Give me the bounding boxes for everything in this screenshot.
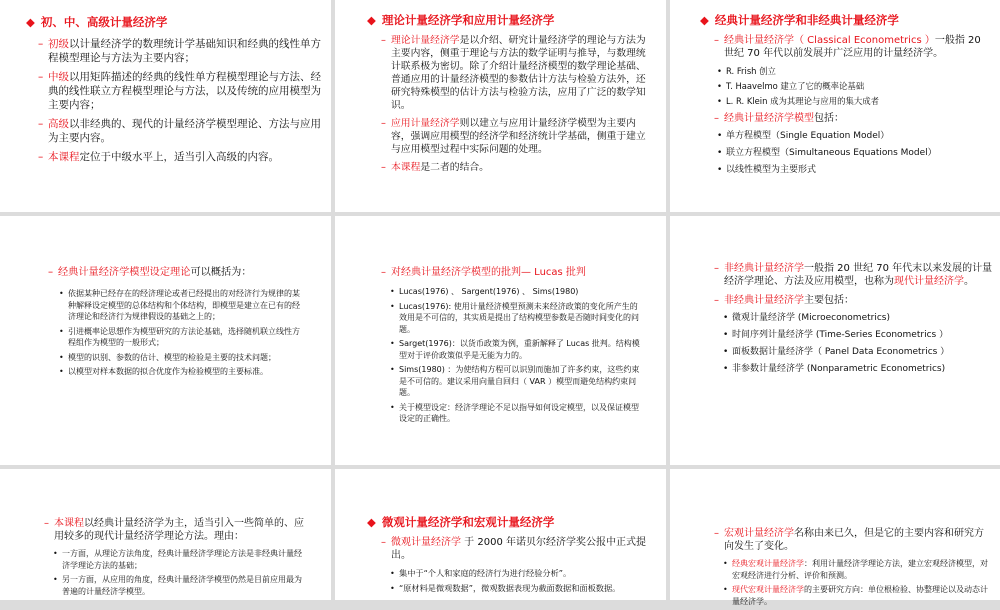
list-item: • R. Frish 创立 — [717, 66, 776, 76]
list-item: • 联立方程模型（Simultaneous Equations Model） — [717, 148, 937, 158]
slide-6-content — [714, 262, 994, 380]
list-item: • 一方面，从理论方法角度，经典计量经济学理论方法是非经典计量经济学理论方法的基础； — [53, 549, 302, 570]
slide-title-text: 理论计量经济学和应用计量经济学 — [381, 13, 555, 27]
list-item: – 中级以用矩阵描述的经典的线性单方程模型理论与方法、经典的线性联立方程模型理论与方法，以及传统的应用模型为主要内容； — [38, 71, 321, 111]
list-item: – 初级以计量经济学的数理统计学基础知识和经典的线性单方程模型理论与方法为主要内容； — [38, 38, 321, 64]
list-item: • Lucas(1976) 、 Sargent(1976) 、 Sims(1980) — [390, 287, 579, 296]
slide-1[interactable] — [0, 0, 331, 212]
list-item: • 另一方面，从应用的角度，经典计量经济学模型仍然是目前应用最为普遍的计量经济学模型。 — [53, 575, 302, 596]
slide-2-content — [367, 12, 651, 179]
slide-9-content — [714, 527, 992, 610]
list-item: • L. R. Klein 成为其理论与应用的集大成者 — [717, 96, 879, 106]
list-item: • 集中于“个人和家庭的经济行为进行经验分析”。 — [390, 568, 572, 578]
list-item: • 微观计量经济学 (Microeconometrics) — [723, 313, 890, 323]
list-item: • Sims(1980) ：为使结构方程可以识别而施加了许多约束，这些约束是不可信的。建议采用向量自回归（ VAR ）模型而避免结构约束问题。 — [390, 365, 640, 397]
slide-6[interactable] — [670, 216, 1000, 465]
list-item: – 经典计量经济学（ Classical Econometrics ）一般指 20 世纪 70 年代以前发展并广泛应用的计量经济学。 — [714, 35, 981, 59]
slide-2[interactable] — [335, 0, 666, 212]
list-item: • 关于模型设定：经济学理论不足以指导如何设定模型，以及保证模型设定的正确性。 — [390, 402, 639, 423]
list-item: • 现代宏观计量经济学的主要研究方向：单位根检验、协整理论以及动态计量经济学。 — [723, 585, 988, 606]
list-item: • 以线性模型为主要形式 — [717, 165, 817, 175]
list-item: • 非参数计量经济学 (Nonparametric Econometrics) — [723, 364, 946, 374]
slide-title — [367, 12, 651, 28]
list-item: – 非经典计量经济学一般指 20 世纪 70 年代末以来发展的计量经济学理论、方法及应用模型，也称为现代计量经济学。 — [714, 263, 993, 287]
list-item: – 应用计量经济学则以建立与应用计量经济学模型为主要内容，强调应用模型的经济学和经济统计学基础，侧重于建立与应用模型过程中实际问题的处理。 — [381, 118, 646, 155]
slide-title-text: 初、中、高级计量经济学 — [40, 15, 168, 29]
slide-1-content — [26, 14, 323, 169]
slide-9[interactable] — [670, 469, 1000, 606]
list-item: • Sarget(1976)：以货币政策为例，重新解释了 Lucas 批判。结构模型对于评价政策似乎是无能为力的。 — [390, 339, 640, 360]
slide-7-content — [44, 517, 306, 600]
slide-8-content — [367, 514, 651, 597]
list-item: • “原材料是微观数据”，微观数据表现为截面数据和面板数据。 — [390, 583, 621, 593]
list-item: – 对经典计量经济学模型的批判— Lucas 批判 — [381, 267, 586, 278]
list-item: • 以模型对样本数据的拟合优度作为检验模型的主要标准。 — [59, 367, 268, 376]
list-item: • 单方程模型（Single Equation Model） — [717, 131, 890, 141]
slide-8[interactable] — [335, 469, 666, 600]
list-item: – 非经典计量经济学主要包括： — [714, 295, 854, 306]
slide-7[interactable] — [0, 469, 331, 600]
list-item: • 时间序列计量经济学 (Time-Series Econometrics ） — [723, 330, 949, 340]
slide-5[interactable] — [335, 216, 666, 465]
slide-5-content — [381, 266, 643, 428]
slide-4[interactable] — [0, 216, 331, 465]
list-item: • 模型的识别、参数的估计、模型的检验是主要的技术问题； — [59, 352, 276, 362]
bullet-diamond-icon: ◆ — [26, 15, 35, 29]
slide-title-text: 微观计量经济学和宏观计量经济学 — [381, 515, 555, 529]
slide-3-content — [700, 12, 992, 181]
slide-title-text: 经典计量经济学和非经典计量经济学 — [714, 13, 899, 27]
list-item: – 宏观计量经济学名称由来已久，但是它的主要内容和研究方向发生了变化。 — [714, 528, 984, 552]
list-item: • 经典宏观计量经济学：利用计量经济学理论方法，建立宏观经济模型，对宏观经济进行分析、评价和预测。 — [723, 559, 988, 580]
list-item: – 本课程定位于中级水平上，适当引入高级的内容。 — [38, 151, 279, 163]
list-item: • T. Haavelmo 建立了它的概率论基础 — [717, 81, 865, 91]
list-item: – 本课程以经典计量经济学为主，适当引入一些简单的、应用较多的现代计量经济学理论方法。理由： — [44, 518, 304, 542]
list-item: • 面板数据计量经济学（ Panel Data Econometrics ） — [723, 347, 950, 357]
list-item: • 引进概率论思想作为模型研究的方法论基础，选择随机联立线性方程组作为模型的一般形式； — [59, 326, 300, 347]
slide-title — [700, 12, 992, 28]
list-item: – 微观计量经济学 于 2000 年诺贝尔经济学奖公报中正式提出。 — [381, 537, 646, 561]
list-item: • Lucas(1976): 使用计量经济模型预测未来经济政策的变化所产生的效用是不可信的，其实质是提出了结构模型参数是否随时间变化的问题。 — [390, 301, 639, 334]
bullet-diamond-icon: ◆ — [367, 515, 376, 529]
list-item: • 依据某种已经存在的经济理论或者已经提出的对经济行为规律的某种解释设定模型的总体结构和个体结构，即模型是建立在已有的经济理论和经济行为规律假设的基础之上的； — [59, 289, 300, 321]
list-item: – 本课程是二者的结合。 — [381, 162, 489, 173]
list-item: – 理论计量经济学是以介绍、研究计量经济学的理论与方法为主要内容，侧重于理论与方法的数学证明与推导，与数理统计联系极为密切。除了介绍计量经济模型的数学理论基础、普通应用的计量经济模型的参数估计方法与检验方法外，还研究特殊模型的估计方法与检验方法，应用了广泛的数学知识。 — [381, 35, 646, 111]
bullet-diamond-icon: ◆ — [367, 13, 376, 27]
slide-title — [367, 514, 651, 530]
slide-3[interactable] — [670, 0, 1000, 212]
bullet-diamond-icon: ◆ — [700, 13, 709, 27]
slide-title — [26, 14, 323, 30]
slide-4-content — [48, 266, 306, 381]
list-item: – 经典计量经济学模型设定理论可以概括为： — [48, 267, 252, 278]
list-item: – 经典计量经济学模型包括： — [714, 113, 844, 124]
list-item: – 高级以非经典的、现代的计量经济学模型理论、方法与应用为主要内容。 — [38, 118, 321, 144]
